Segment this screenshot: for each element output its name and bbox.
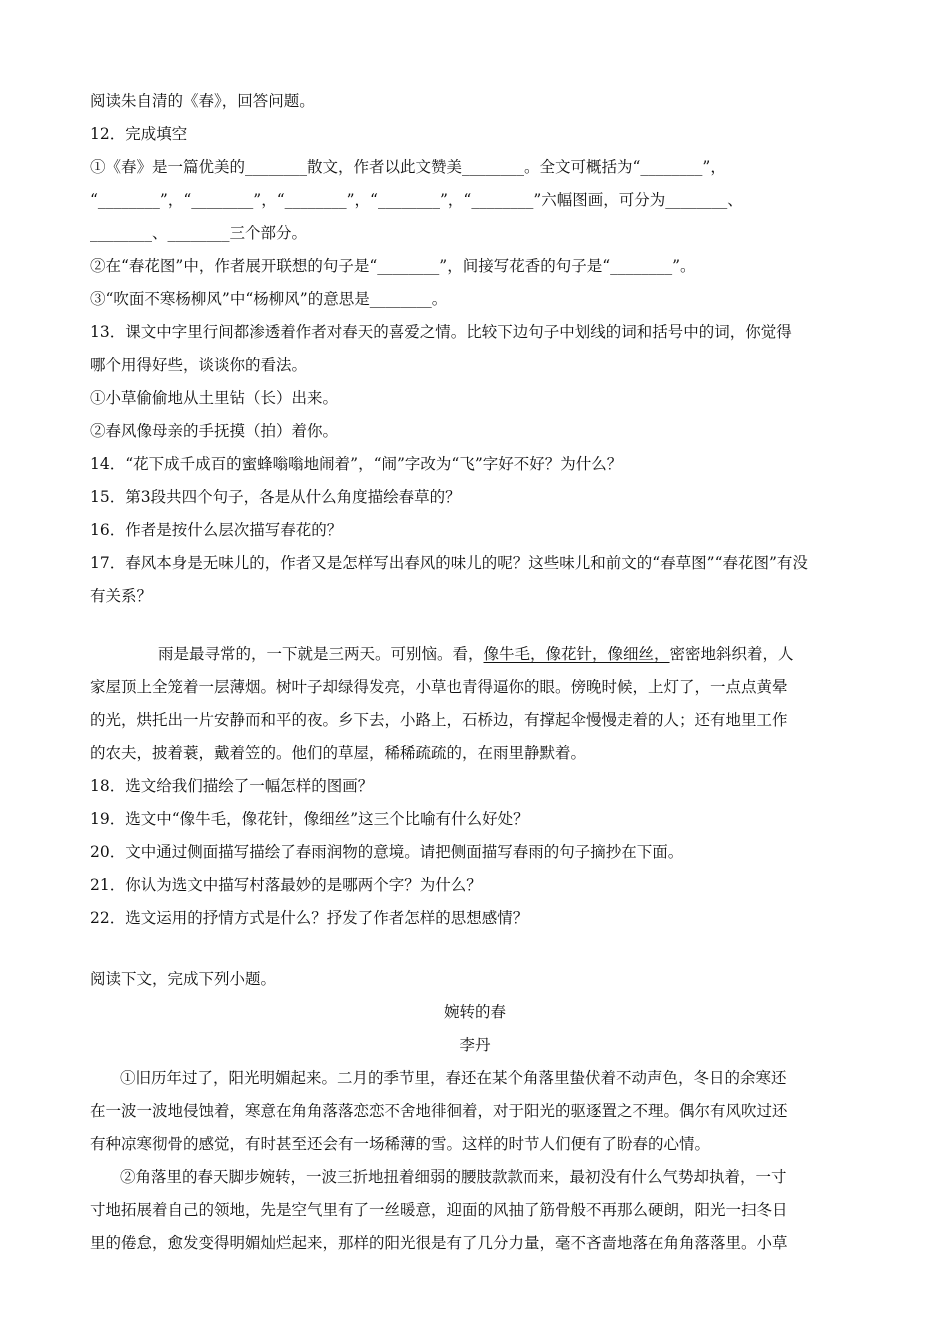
question-13-line: 哪个用得好些，谈谈你的看法。 xyxy=(90,356,308,374)
question-19: 19．选文中“像牛毛，像花针，像细丝”这三个比喻有什么好处？ xyxy=(90,810,529,828)
question-12-title: 12．完成填空 xyxy=(90,125,188,143)
question-12-line: ③“吹面不寒杨柳风”中“杨柳风”的意思是________。 xyxy=(90,290,448,308)
question-13-sentence: ②春风像母亲的手抚摸（拍）着你。 xyxy=(90,422,339,440)
article-title: 婉转的春 xyxy=(443,1003,506,1021)
question-17-line: 有关系？ xyxy=(90,587,153,605)
reading-intro-2: 阅读下文，完成下列小题。 xyxy=(90,970,277,988)
underlined-metaphors: 像牛毛，像花针，像细丝， xyxy=(483,645,670,663)
question-21: 21．你认为选文中描写村落最妙的是哪两个字？为什么？ xyxy=(90,876,482,894)
passage-line: 的光，烘托出一片安静而和平的夜。乡下去，小路上，石桥边，有撑起伞慢慢走着的人；还有地里工作 xyxy=(90,711,788,729)
article-paragraph-line: 有种凉寒彻骨的感觉，有时甚至还会有一场稀薄的雪。这样的时节人们便有了盼春的心情。 xyxy=(90,1135,711,1153)
question-18: 18．选文给我们描绘了一幅怎样的图画？ xyxy=(90,777,374,795)
passage-line xyxy=(158,643,928,665)
passage-text: 密密地斜织着，人 xyxy=(669,645,794,663)
question-12-line: ①《春》是一篇优美的________散文，作者以此文赞美________。全文可概括为“________”， xyxy=(90,158,726,176)
question-17-line: 17．春风本身是无味儿的，作者又是怎样写出春风的味儿的呢？这些味儿和前文的“春草图”“春花图”有没 xyxy=(90,554,808,572)
reading-intro: 阅读朱自清的《春》，回答问题。 xyxy=(90,92,315,110)
article-paragraph-line: ②角落里的春天脚步婉转，一波三折地扭着细弱的腰肢款款而来，最初没有什么气势却执着，一寸 xyxy=(120,1168,787,1186)
passage-line: 的农夫，披着蓑，戴着笠的。他们的草屋，稀稀疏疏的，在雨里静默着。 xyxy=(90,744,587,762)
passage-line: 家屋顶上全笼着一层薄烟。树叶子却绿得发亮，小草也青得逼你的眼。傍晚时候，上灯了，一点点黄晕 xyxy=(90,678,788,696)
passage-text: 雨是最寻常的，一下就是三两天。可别恼。看， xyxy=(158,645,484,663)
question-12-line: “________”，“________”，“________”，“________”，“________”六幅图画，可分为________、 xyxy=(90,191,743,209)
question-12-line: ②在“春花图”中，作者展开联想的句子是“________”，间接写花香的句子是“________”。 xyxy=(90,257,696,275)
question-14: 14．“花下成千成百的蜜蜂嗡嗡地闹着”，“闹”字改为“飞”字好不好？为什么？ xyxy=(90,455,623,473)
question-13-sentence: ①小草偷偷地从土里钻（长）出来。 xyxy=(90,389,339,407)
question-22: 22．选文运用的抒情方式是什么？抒发了作者怎样的思想感情？ xyxy=(90,909,529,927)
question-20: 20．文中通过侧面描写描绘了春雨润物的意境。请把侧面描写春雨的句子摘抄在下面。 xyxy=(90,843,684,861)
question-16: 16．作者是按什么层次描写春花的？ xyxy=(90,521,343,539)
article-author: 李丹 xyxy=(459,1036,491,1054)
article-paragraph-line: 里的倦怠，愈发变得明媚灿烂起来，那样的阳光很是有了几分力量，毫不吝啬地落在角角落落里。小草 xyxy=(90,1234,788,1252)
article-paragraph-line: 寸地拓展着自己的领地，先是空气里有了一丝暖意，迎面的风抽了筋骨般不再那么硬朗，阳光一扫冬日 xyxy=(90,1201,788,1219)
question-15: 15．第3段共四个句子，各是从什么角度描绘春草的？ xyxy=(90,488,461,506)
question-12-line: ________、________三个部分。 xyxy=(90,224,308,242)
question-13-line: 13．课文中字里行间都渗透着作者对春天的喜爱之情。比较下边句子中划线的词和括号中的词，你觉得 xyxy=(90,323,792,341)
article-paragraph-line: ①旧历年过了，阳光明媚起来。二月的季节里，春还在某个角落里蛰伏着不动声色，冬日的余寒还 xyxy=(120,1069,787,1087)
article-paragraph-line: 在一波一波地侵蚀着，寒意在角角落落恋恋不舍地徘徊着，对于阳光的驱逐置之不理。偶尔有风吹过还 xyxy=(90,1102,788,1120)
